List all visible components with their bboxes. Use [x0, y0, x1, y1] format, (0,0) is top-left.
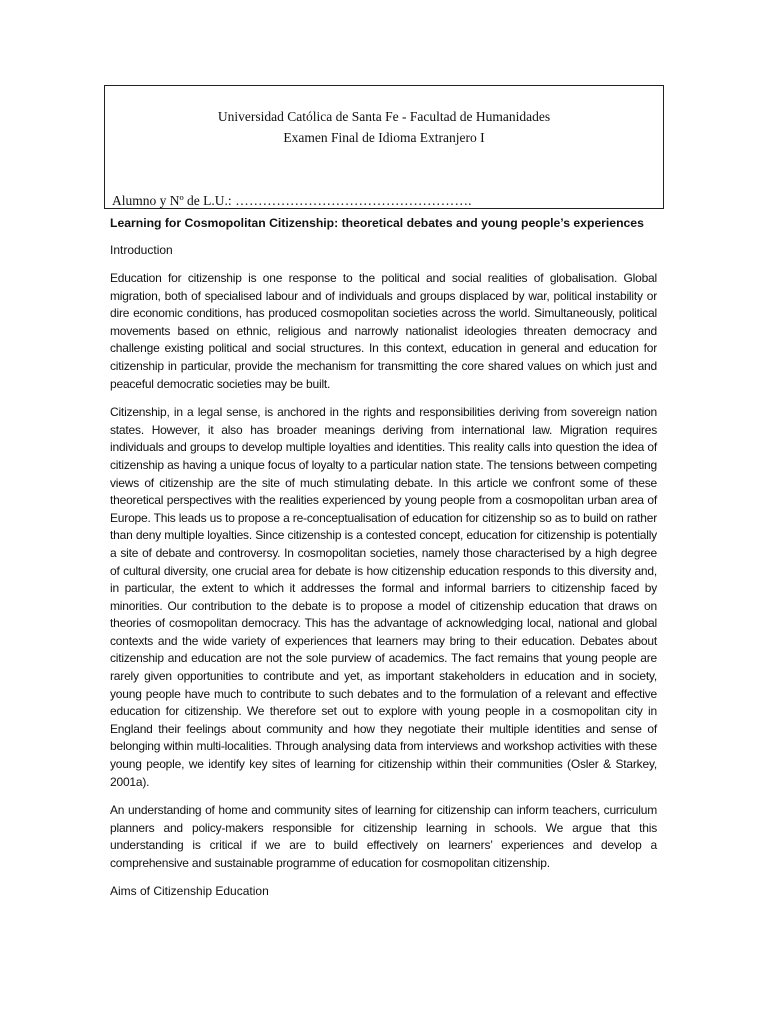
article-body — [110, 214, 657, 911]
introduction-heading: Introduction — [110, 243, 173, 257]
article-title: Learning for Cosmopolitan Citizenship: theoretical debates and young people’s experiences — [110, 216, 644, 230]
exam-header-box — [104, 85, 664, 209]
paragraph-3: An understanding of home and community sites of learning for citizenship can inform teachers, curriculum planners and policy-makers responsible for citizenship learning in schools. We argue that this understanding is critical if we are to build effectively on learners’ experiences and develop a comprehensive and sustainable programme of education for cosmopolitan citizenship. — [110, 803, 657, 870]
student-fill-dots: ……………………………………………. — [231, 193, 472, 208]
paragraph-2: Citizenship, in a legal sense, is anchored in the rights and responsibilities deriving from sovereign nation states. However, it also has broader meanings deriving from international law. Migration requires individuals and groups to develop multiple loyalties and identities. This reality calls into question the idea of citizenship as having a unique focus of loyalty to a particular nation state. The tensions between competing views of citizenship are the site of much stimulating debate. In this article we confront some of these theoretical perspectives with the realities experienced by young people from a cosmopolitan urban area of Europe. This leads us to propose a re-conceptualisation of education for citizenship so as to build on rather than deny multiple loyalties. Since citizenship is a contested concept, education for citizenship is potentially a site of debate and controversy. In cosmopolitan societies, namely those characterised by a high degree of cultural diversity, one crucial area for debate is how citizenship education responds to this diversity and, in particular, the extent to which it addresses the formal and informal barriers to citizenship faced by minorities. Our contribution to the debate is to propose a model of citizenship education that draws on theories of cosmopolitan democracy. This has the advantage of acknowledging local, national and global contexts and the wide variety of experiences that learners may bring to their education. Debates about citizenship and education are not the sole purview of academics. The fact remains that young people are rarely given opportunities to contribute and yet, as important stakeholders in education and in society, young people have much to contribute to such debates and to the formulation of a relevant and effective education for citizenship. We therefore set out to explore with young people in a cosmopolitan city in England their feelings about community and how they negotiate their multiple identities and sense of belonging within multi-localities. Through analysing data from interviews and workshop activities with these young people, we identify key sites of learning for citizenship within their communities (Osler & Starkey, 2001a). — [110, 405, 657, 789]
paragraph-1: Education for citizenship is one response to the political and social realities of globalisation. Global migration, both of specialised labour and of individuals and groups displaced by war, political instability or dire economic conditions, has produced cosmopolitan societies across the world. Simultaneously, political movements based on ethnic, religious and narrowly nationalist ideologies threaten democracy and challenge existing political and social structures. In this context, education in general and education for citizenship in particular, provide the mechanism for transmitting the core shared values on which just and peaceful democratic societies may be built. — [110, 271, 657, 391]
student-id-line — [112, 193, 472, 209]
aims-heading: Aims of Citizenship Education — [110, 883, 269, 898]
exam-title-line: Examen Final de Idioma Extranjero I — [283, 130, 485, 145]
university-line: Universidad Católica de Santa Fe - Facultad de Humanidades — [217, 109, 551, 124]
student-label: Alumno y Nº de L.U.: — [112, 193, 232, 208]
